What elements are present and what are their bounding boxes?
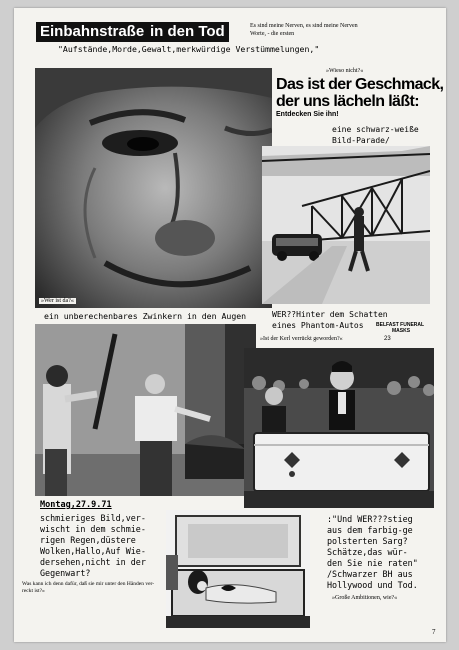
zwinkern-line: ein unberechenbares Zwinkern in den Augen (44, 311, 247, 321)
bridge-photo (262, 146, 430, 304)
left-small-text (22, 581, 170, 595)
right-text-line: aus dem farbig-ge (327, 525, 413, 535)
quote-top: "Aufstände,Morde,Gewalt,merkwürdige Verstümmelungen," (58, 44, 320, 54)
verrueckt-caption: »Ist der Kerl verrückt geworden?« (260, 336, 343, 342)
face-photo (35, 68, 272, 308)
left-text-line: rigen Regen,düstere (40, 535, 136, 545)
bildparade-line1: eine schwarz-weiße (332, 125, 419, 134)
belfast-line2: MASKS (392, 328, 411, 334)
right-text-line: :"Und WER???stieg (327, 514, 413, 524)
left-text-line: dersehen,nicht in der (40, 557, 146, 567)
left-text-line: wischt in dem schmie- (40, 524, 146, 534)
title-part1: Einbahnstraße (36, 22, 148, 42)
right-text-line: /Schwarzer BH aus (327, 569, 413, 579)
bildparade-line2: Bild-Parade/ (332, 136, 390, 145)
magazine-page (14, 8, 446, 642)
left-small-line: reckt ist?« (22, 588, 45, 594)
right-text-line: den Sie nie raten" (327, 558, 418, 568)
right-text-line: Hollywood und Tod. (327, 580, 418, 590)
title-side-line1: Es sind meine Nerven, es sind meine Nerven (250, 23, 358, 29)
left-small-line: Was kann ich denn dafür, daß sie mir unter den Händen ver- (22, 581, 155, 587)
right-text-line: Schätze,das wür- (327, 547, 408, 557)
right-small-text: »Große Ambitionen, wie?« (332, 595, 398, 601)
phantom-line2: eines Phantom-Autos (272, 321, 364, 330)
montag-date: Montag,27.9.71 (40, 500, 112, 510)
right-text-block (327, 514, 418, 591)
title-side-line2: Worte, - die ersten (250, 31, 295, 37)
title-part2: in den Tod (146, 22, 229, 42)
rifle-photo (35, 324, 256, 496)
sarg-photo (166, 510, 310, 628)
wieso-caption: »Wieso nicht?« (326, 68, 364, 74)
headline-line1: Das ist der Geschmack, (276, 76, 444, 93)
coffin-photo (244, 348, 434, 508)
phantom-line1: WER??Hinter dem Schatten (272, 310, 388, 319)
left-text-block (40, 513, 146, 579)
left-text-line: schmieriges Bild,ver- (40, 513, 146, 523)
right-text-line: polsterten Sarg? (327, 536, 408, 546)
left-text-line: Wolken,Hallo,Auf Wie- (40, 546, 146, 556)
headline-line2: der uns lächeln läßt: (276, 93, 419, 110)
headline-sub: Entdecken Sie ihn! (276, 111, 339, 118)
page-number: 7 (432, 628, 436, 636)
belfast-number: 23 (384, 336, 391, 342)
belfast-line1: BELFAST FUNERAL (376, 322, 425, 328)
left-text-line: Gegenwart? (40, 568, 91, 578)
caption-face: »Wer ist da?« (41, 298, 74, 304)
